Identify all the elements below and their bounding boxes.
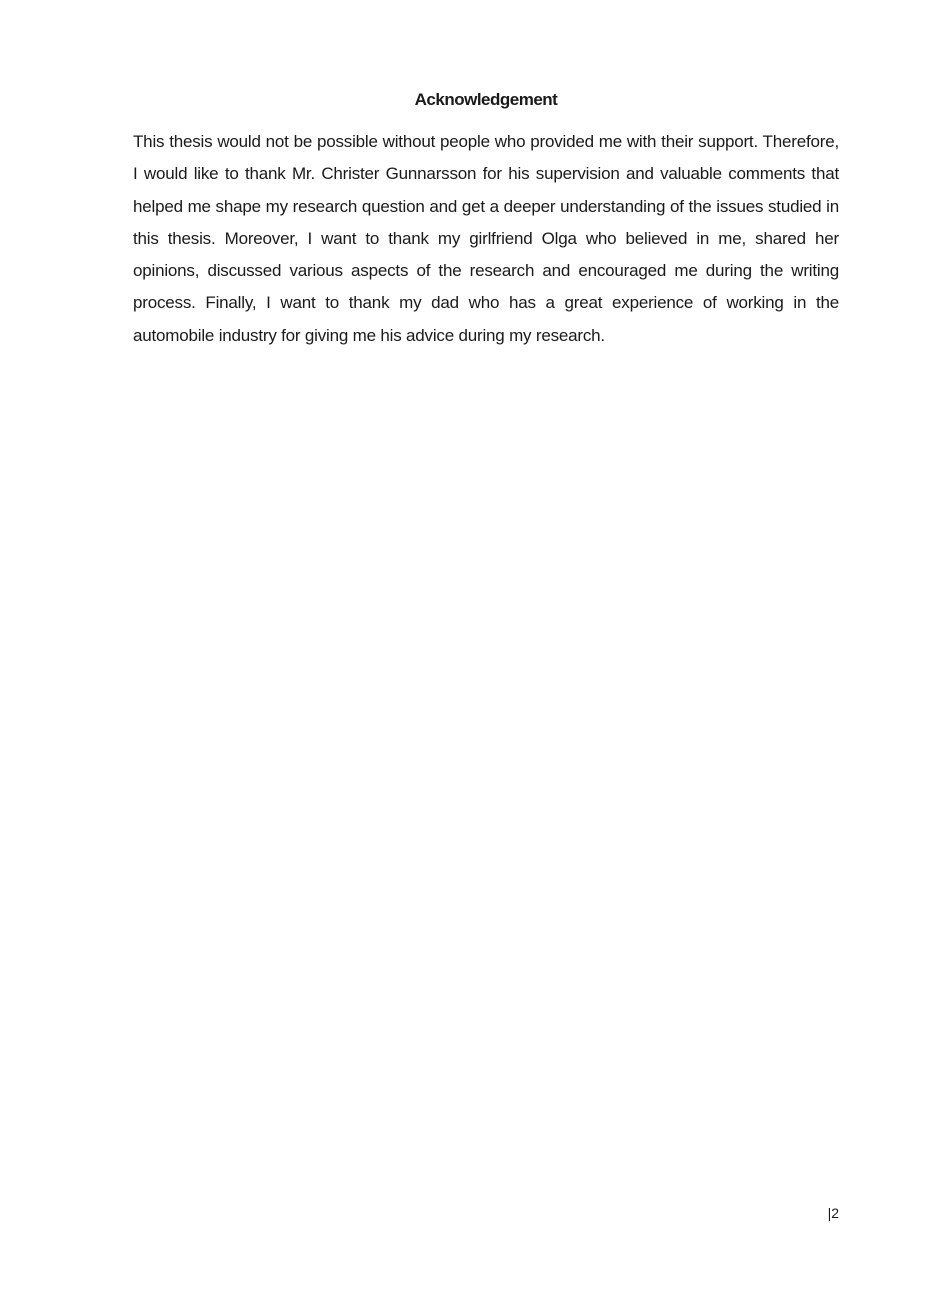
acknowledgement-paragraph: This thesis would not be possible without people who provided me with their support. Therefore, I would like to thank Mr. Christer Gunnarsson for his supervision and valuable comments that helped me shape my research question and get a deeper understanding of the issues studied in this thesis. Moreover, I want to thank my girlfriend Olga who believed in me, shared her opinions, discussed various aspects of the research and encouraged me during the writing process. Finally, I want to thank my dad who has a great experience of working in the automobile industry for giving me his advice during my research. — [133, 132, 839, 345]
page-title: Acknowledgement — [414, 90, 558, 109]
page-number: |2 — [827, 1205, 839, 1221]
